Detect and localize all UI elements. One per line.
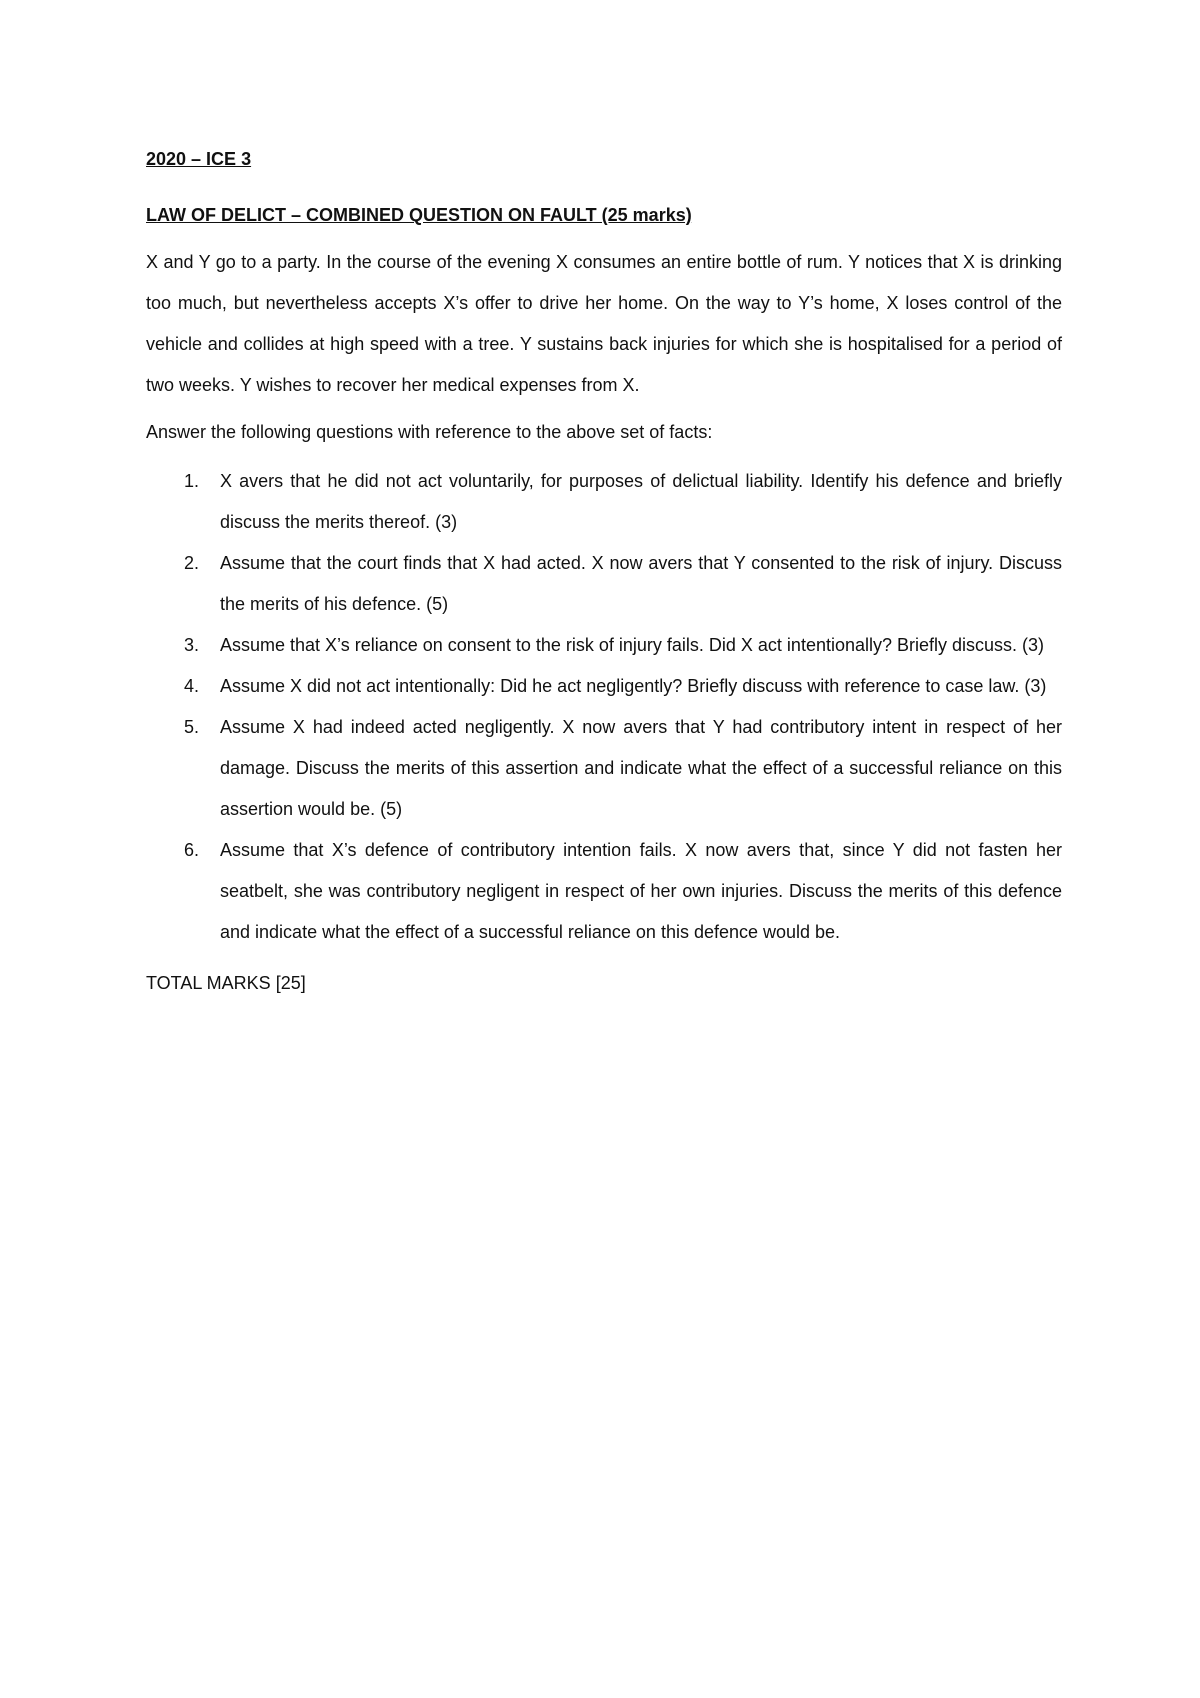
question-number: 5. <box>184 717 200 737</box>
question-text: Assume that the court finds that X had acted. X now avers that Y consented to the risk of injury. Discuss the merits of his defence. (5) <box>220 553 1062 614</box>
document-page <box>146 146 1062 1014</box>
question-item <box>146 625 1062 666</box>
question-list <box>146 461 1062 953</box>
question-text: Assume that X’s defence of contributory intention fails. X now avers that, since Y did not fasten her seatbelt, she was contributory negligent in respect of her own injuries. Discuss the merits of this defence and indicate what the effect of a successful reliance on this defence would be. <box>220 840 1062 942</box>
facts-paragraph: X and Y go to a party. In the course of the evening X consumes an entire bottle of rum. Y notices that X is drinking too much, but nevertheless accepts X’s offer to drive her home. On the way to Y’s home, X loses control of the vehicle and collides at high speed with a tree. Y sustains back injuries for which she is hospitalised for a period of two weeks. Y wishes to recover her medical expenses from X. <box>146 252 1062 395</box>
question-text: Assume that X’s reliance on consent to the risk of injury fails. Did X act intentionally? Briefly discuss. (3) <box>220 635 1045 655</box>
document-title: LAW OF DELICT – COMBINED QUESTION ON FAULT (25 marks) <box>146 205 692 225</box>
question-number: 6. <box>184 840 200 860</box>
question-item <box>146 707 1062 830</box>
total-marks: TOTAL MARKS [25] <box>146 973 306 993</box>
question-text: Assume X did not act intentionally: Did he act negligently? Briefly discuss with reference to case law. (3) <box>220 676 1047 696</box>
question-text: X avers that he did not act voluntarily, for purposes of delictual liability. Identify his defence and briefly discuss the merits thereof. (3) <box>220 471 1062 532</box>
question-item <box>146 830 1062 953</box>
question-number: 3. <box>184 635 200 655</box>
question-item <box>146 461 1062 543</box>
question-number: 2. <box>184 553 200 573</box>
instruction-text: Answer the following questions with reference to the above set of facts: <box>146 422 713 442</box>
question-text: Assume X had indeed acted negligently. X now avers that Y had contributory intent in respect of her damage. Discuss the merits of this assertion and indicate what the effect of a successful reliance on this assertion would be. (5) <box>220 717 1062 819</box>
question-item <box>146 543 1062 625</box>
question-item <box>146 666 1062 707</box>
question-number: 1. <box>184 471 200 491</box>
document-year-heading: 2020 – ICE 3 <box>146 149 252 169</box>
question-number: 4. <box>184 676 200 696</box>
